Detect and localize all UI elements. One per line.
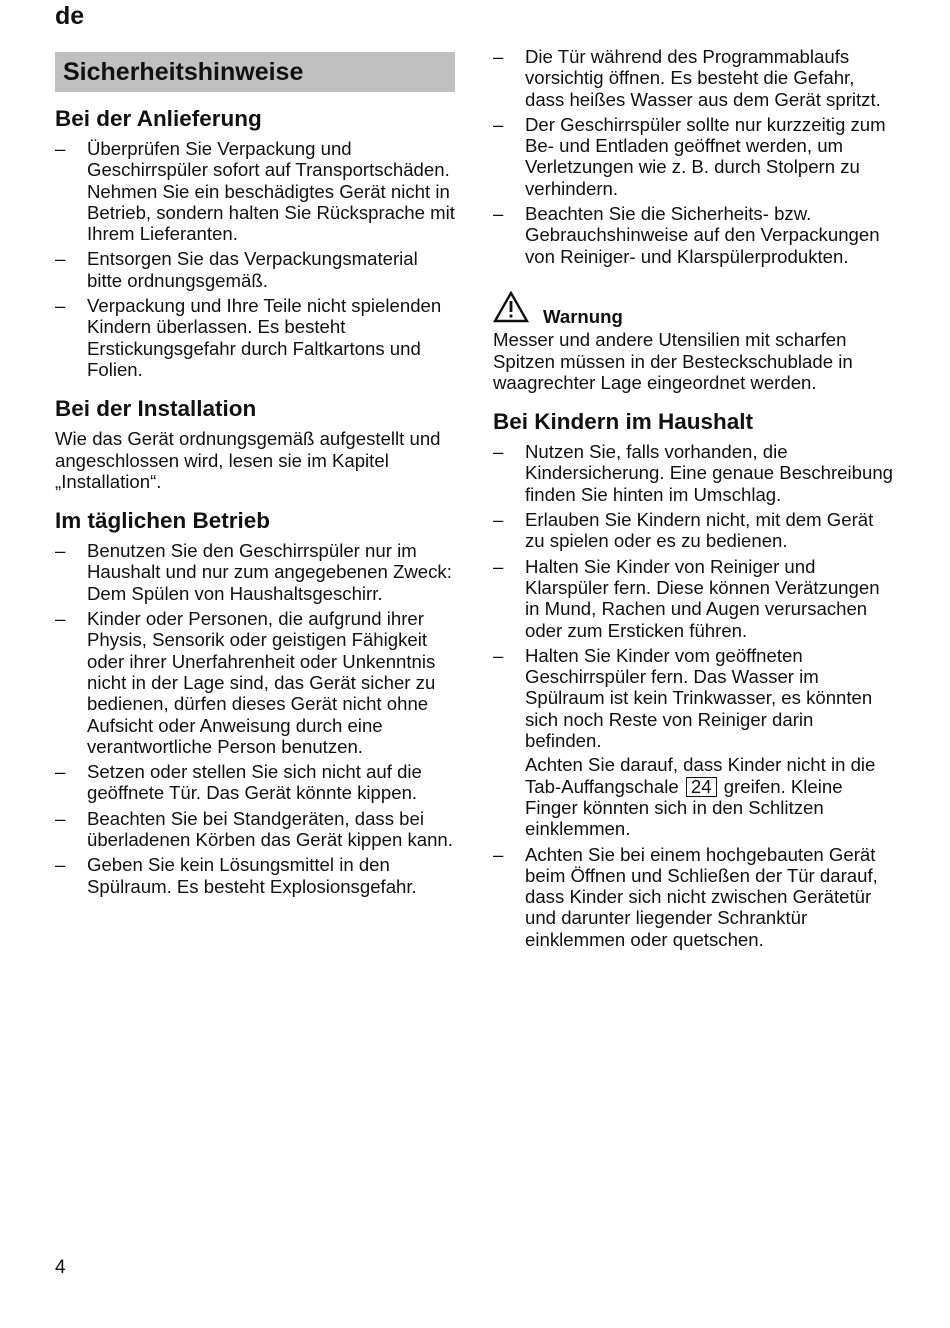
operation-list-continued — [493, 46, 893, 267]
list-item: – Beachten Sie die Sicherheits- bzw. Gebrauchshinweise auf den Verpackungen von Reiniger- und Klarspülerprodukten. — [493, 203, 893, 267]
installation-text: Wie das Gerät ordnungsgemäß aufgestellt und angeschlossen wird, lesen sie im Kapitel „Installation“. — [55, 428, 441, 492]
component-reference-number: 24 — [686, 777, 717, 797]
list-item: – Beachten Sie bei Standgeräten, dass bei überladenen Körben das Gerät kippen kann. — [55, 808, 455, 851]
note-text-before: Achten Sie darauf, dass Kinder nicht in die Tab-Auffangschale — [525, 754, 876, 797]
delivery-list — [55, 138, 455, 380]
warning-text: Messer und andere Utensilien mit scharfen Spitzen müssen in der Besteckschublade in waagrechter Lage eingeordnet werden. — [493, 329, 853, 393]
warning-triangle-icon — [493, 291, 543, 327]
warning-header — [493, 291, 893, 327]
list-item: – Erlauben Sie Kindern nicht, mit dem Gerät zu spielen oder es zu bedienen. — [493, 509, 893, 552]
children-list — [493, 441, 893, 751]
list-item: – Die Tür während des Programmablaufs vorsichtig öffnen. Es besteht die Gefahr, dass heißes Wasser aus dem Gerät spritzt. — [493, 46, 893, 110]
right-column — [493, 46, 893, 954]
list-item: – Halten Sie Kinder vom geöffneten Geschirrspüler fern. Das Wasser im Spülraum ist kein Trinkwasser, es könnten sich noch Reste von Reiniger darin befinden. — [493, 645, 893, 751]
list-item: – Verpackung und Ihre Teile nicht spielenden Kindern überlassen. Es besteht Erstickungsgefahr durch Faltkartons und Folien. — [55, 295, 455, 380]
daily-list — [55, 540, 455, 897]
list-item: – Überprüfen Sie Verpackung und Geschirrspüler sofort auf Transportschäden. Nehmen Sie ein beschädigtes Gerät nicht in Betrieb, sondern halten Sie Rücksprache mit Ihrem Lieferanten. — [55, 138, 455, 244]
list-item: – Halten Sie Kinder von Reiniger und Klarspüler fern. Diese können Verätzungen in Mund, Rachen und Augen verursachen oder zum Ersticken führen. — [493, 556, 893, 641]
left-column — [55, 50, 455, 901]
list-item: – Der Geschirrspüler sollte nur kurzzeitig zum Be- und Entladen geöffnet werden, um Verletzungen wie z. B. durch Stolpern zu verhindern. — [493, 114, 893, 199]
list-item: – Entsorgen Sie das Verpackungsmaterial bitte ordnungsgemäß. — [55, 248, 455, 291]
warning-label: Warnung — [543, 305, 623, 327]
heading-delivery: Bei der Anlieferung — [55, 106, 262, 131]
heading-installation: Bei der Installation — [55, 396, 257, 422]
list-item: – Geben Sie kein Lösungsmittel in den Spülraum. Es besteht Explosionsgefahr. — [55, 854, 455, 897]
note-text-after: greifen. Kleine Finger könnten sich in den Schlitzen einklemmen. — [525, 775, 843, 840]
list-item: – Benutzen Sie den Geschirrspüler nur im Haushalt und nur zum angegebenen Zweck: Dem Spülen von Haushaltsgeschirr. — [55, 540, 455, 604]
language-code: de — [55, 2, 85, 30]
heading-children: Bei Kindern im Haushalt — [493, 409, 754, 435]
list-item: – Setzen oder stellen Sie sich nicht auf die geöffnete Tür. Das Gerät könnte kippen. — [55, 761, 455, 804]
heading-daily-operation: Im täglichen Betrieb — [55, 508, 271, 534]
list-item: – Kinder oder Personen, die aufgrund ihrer Physis, Sensorik oder geistigen Fähigkeit oder ihrer Unerfahrenheit oder Unkenntnis nicht in der Lage sind, das Gerät sicher zu bedienen, dürfen dieses Gerät nicht ohne Aufsicht oder Anweisung durch eine verantwortliche Person benutzen. — [55, 608, 455, 757]
list-item: – Nutzen Sie, falls vorhanden, die Kindersicherung. Eine genaue Beschreibung finden Sie hinten im Umschlag. — [493, 441, 893, 505]
tab-tray-note — [493, 754, 893, 839]
children-list-end — [493, 844, 893, 950]
section-title: Sicherheitshinweise — [55, 52, 455, 92]
page-number: 4 — [55, 1257, 66, 1278]
list-item: – Achten Sie bei einem hochgebauten Gerät beim Öffnen und Schließen der Tür darauf, dass Kinder sich nicht zwischen Gerätetür und darunter liegender Schranktür einklemmen oder quetschen. — [493, 844, 893, 950]
